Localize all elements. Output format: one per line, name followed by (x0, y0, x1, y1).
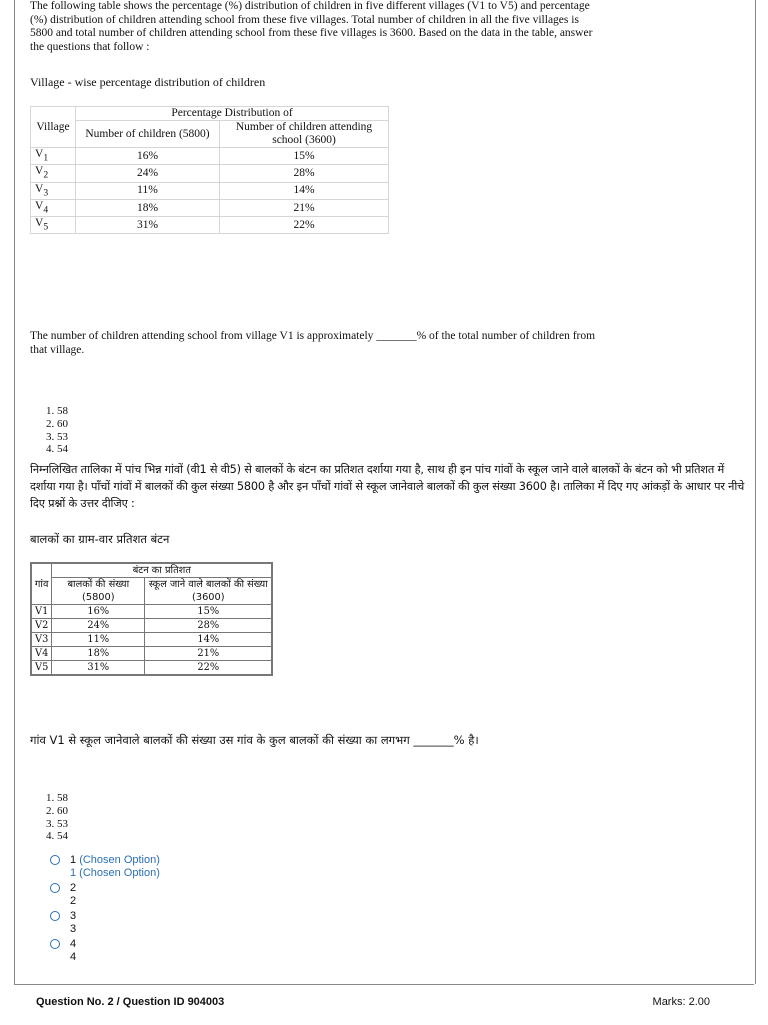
village-cell: V2 (31, 619, 52, 633)
answer-blank: _______ (413, 733, 454, 747)
attending-cell: 28% (220, 165, 389, 182)
hindi-options-list (46, 792, 68, 843)
attending-cell: 15% (145, 605, 273, 619)
hindi-table-caption: बालकों का ग्राम-वार प्रतिशत बंटन (30, 532, 170, 546)
table-row (31, 619, 272, 633)
english-options-list (46, 405, 68, 456)
children-cell: 24% (52, 619, 145, 633)
village-cell: V1 (31, 605, 52, 619)
list-item: 4. 54 (46, 443, 68, 456)
choice-option-3[interactable]: 3 3 (50, 910, 160, 935)
header-village: गांव (31, 563, 52, 605)
english-table-caption: Village - wise percentage distribution of children (30, 75, 266, 89)
children-cell: 11% (76, 182, 220, 199)
children-cell: 16% (76, 148, 220, 165)
hindi-data-table (30, 562, 273, 676)
children-cell: 11% (52, 633, 145, 647)
list-item: 1. 58 (46, 792, 68, 804)
table-row (31, 217, 389, 234)
list-item: 4. 54 (46, 830, 68, 843)
header-attending: Number of children attending school (3600) (220, 121, 389, 148)
table-row (31, 182, 389, 199)
village-cell: $V_5$ (31, 217, 76, 234)
table-row (31, 633, 272, 647)
table-row (31, 647, 272, 661)
attending-cell: 22% (220, 217, 389, 234)
children-cell: 18% (76, 199, 220, 216)
marks-label: Marks: 2.00 (652, 996, 710, 1008)
answer-choices (50, 854, 160, 966)
table-row (31, 165, 389, 182)
table-row (31, 661, 272, 676)
choice-option-2[interactable]: 2 2 (50, 882, 160, 907)
attending-cell: 15% (220, 148, 389, 165)
radio-button-icon[interactable] (50, 939, 60, 949)
choice-option-1[interactable]: 1 (Chosen Option) 1 (Chosen Option) (50, 854, 160, 879)
attending-cell: 14% (220, 182, 389, 199)
village-cell: V4 (31, 647, 52, 661)
chosen-label: (Chosen Option) (79, 854, 160, 866)
attending-cell: 14% (145, 633, 273, 647)
village-cell: $V_3$ (31, 182, 76, 199)
header-children: Number of children (5800) (76, 121, 220, 148)
header-group: Percentage Distribution of (76, 107, 389, 121)
attending-cell: 21% (220, 199, 389, 216)
children-cell: 31% (52, 661, 145, 676)
children-cell: 16% (52, 605, 145, 619)
village-cell: $V_4$ (31, 199, 76, 216)
answer-blank: _______ (376, 330, 417, 342)
english-data-table (30, 106, 389, 234)
children-cell: 31% (76, 217, 220, 234)
list-item: 2. 60 (46, 417, 68, 430)
table-row (31, 605, 272, 619)
question-id-label: Question No. 2 / Question ID 904003 (36, 996, 225, 1008)
list-item: 3. 53 (46, 430, 68, 443)
list-item: 3. 53 (46, 817, 68, 830)
hindi-intro-paragraph: निम्नलिखित तालिका में पांच भिन्न गांवों (वी1 से वी5) से बालकों के बंटन का प्रतिशत दर्शाया गया है, साथ ही इन पांच गांवों के स्कूल जाने वाले बालकों के बंटन को भी प्रतिशत में दर्शाया गया है। पाँचों गांवों में बालकों की कुल संख्या 5800 है और इन पाँचों गांवों से स्कूल जानेवाले बालकों की कुल संख्या 3600 है। तालिका में दिए गए आंकड़ों के आधार पर नीचे दिए प्रश्नों के उत्तर दीजिए : (30, 463, 745, 510)
radio-button-icon[interactable] (50, 883, 60, 893)
village-cell: V5 (31, 661, 52, 676)
table-row (31, 199, 389, 216)
table-row (31, 148, 389, 165)
header-children: बालकों की संख्या (5800) (52, 578, 145, 605)
village-cell: V3 (31, 633, 52, 647)
village-cell: $V_1$ (31, 148, 76, 165)
attending-cell: 21% (145, 647, 273, 661)
list-item: 1. 58 (46, 405, 68, 417)
choice-option-4[interactable]: 4 4 (50, 938, 160, 963)
children-cell: 18% (52, 647, 145, 661)
list-item: 2. 60 (46, 804, 68, 817)
children-cell: 24% (76, 165, 220, 182)
english-question-text: The number of children attending school from village V1 is approximately _______% of the total number of children from that village. (30, 330, 596, 356)
attending-cell: 28% (145, 619, 273, 633)
radio-button-icon[interactable] (50, 855, 60, 865)
village-cell: $V_2$ (31, 165, 76, 182)
header-village: Village (31, 107, 76, 148)
english-intro-paragraph: The following table shows the percentage (%) distribution of children in five different villages (V1 to V5) and percentage (%) distribution of children attending school from these five villages. Total number of children in all the five villages is 5800 and total number of children attending school from these five villages is 3600. Based on the data in the table, answer the questions that follow : (30, 0, 593, 53)
header-group: बंटन का प्रतिशत (52, 563, 273, 578)
radio-button-icon[interactable] (50, 911, 60, 921)
hindi-question-text: गांव V1 से स्कूल जानेवाले बालकों की संख्या उस गांव के कुल बालकों की संख्या का लगभग _______% है। (30, 733, 479, 747)
header-attending: स्कूल जाने वाले बालकों की संख्या (3600) (145, 578, 273, 605)
chosen-option-label: 1 (Chosen Option) (70, 866, 160, 879)
question-footer (14, 984, 754, 1025)
attending-cell: 22% (145, 661, 273, 676)
